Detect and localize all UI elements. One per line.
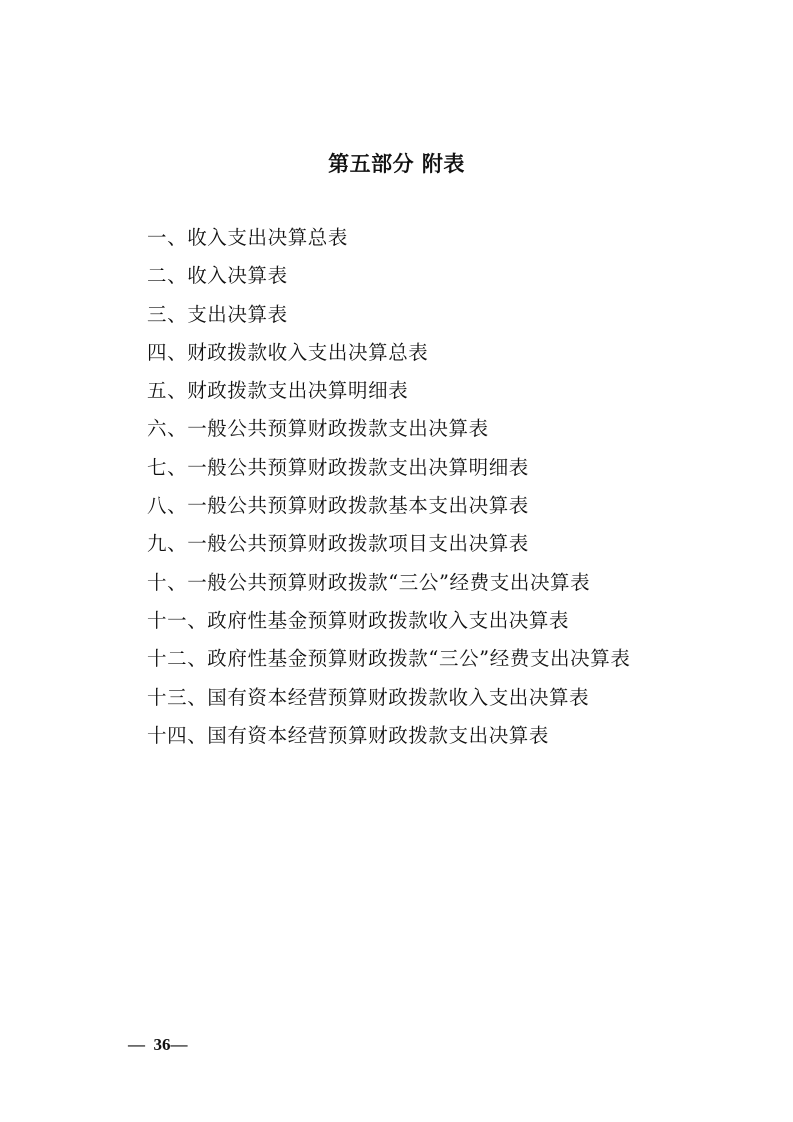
list-item: 七、一般公共预算财政拨款支出决算明细表 bbox=[147, 455, 529, 479]
list-item: 一、收入支出决算总表 bbox=[147, 226, 349, 249]
list-item: 六、一般公共预算财政拨款支出决算表 bbox=[147, 417, 489, 441]
list-item: 五、财政拨款支出决算明细表 bbox=[147, 379, 409, 403]
list-item: 三、支出决算表 bbox=[147, 302, 288, 326]
list-item: 九、一般公共预算财政拨款项目支出决算表 bbox=[147, 532, 529, 556]
appendix-table-list bbox=[147, 222, 707, 758]
list-item: 二、收入决算表 bbox=[147, 264, 288, 288]
list-item: 十二、政府性基金预算财政拨款“三公”经费支出决算表 bbox=[147, 647, 631, 671]
list-item: 十四、国有资本经营预算财政拨款支出决算表 bbox=[147, 723, 550, 747]
page-title: 第五部分 附表 bbox=[328, 152, 465, 176]
page-number: — 36— bbox=[128, 1035, 188, 1054]
list-item: 八、一般公共预算财政拨款基本支出决算表 bbox=[147, 494, 529, 518]
list-item: 四、财政拨款收入支出决算总表 bbox=[147, 340, 429, 364]
list-item: 十、一般公共预算财政拨款“三公”经费支出决算表 bbox=[147, 570, 591, 594]
list-item: 十一、政府性基金预算财政拨款收入支出决算表 bbox=[147, 608, 570, 632]
list-item: 十三、国有资本经营预算财政拨款收入支出决算表 bbox=[147, 685, 590, 709]
